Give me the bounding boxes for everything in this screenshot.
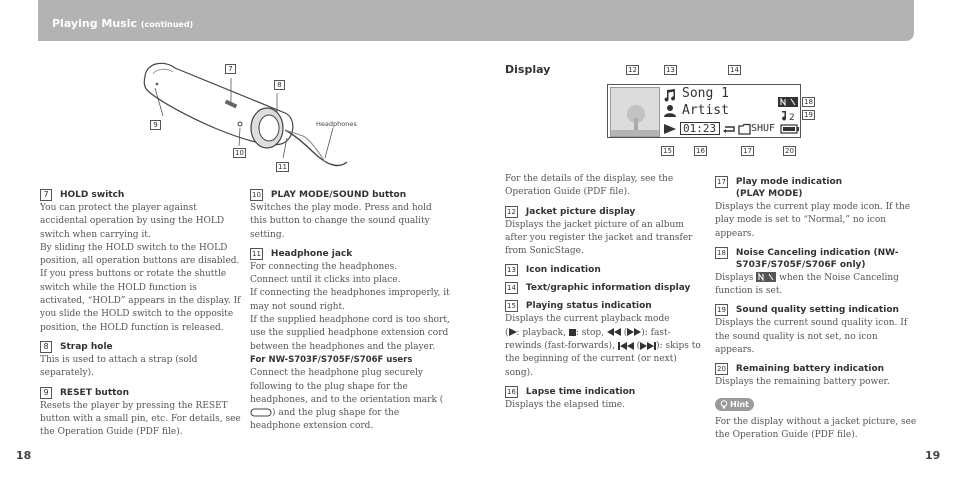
item-number: 11 — [252, 249, 261, 258]
repeat-mode-icon — [722, 123, 738, 135]
noise-canceling-inline-icon — [756, 272, 776, 282]
folder-icon — [738, 123, 751, 135]
item-remaining-battery: 20 Remaining battery indication Displays the remaining battery power. — [715, 364, 890, 388]
item-reset-button: 9 RESET button Resets the player by pressing the RESET button with a small pin, etc. For details, see the Operation Guide (PDF file). — [40, 387, 241, 438]
rewind-icon — [607, 328, 621, 336]
item-number: 10 — [252, 191, 261, 199]
item-number: 7 — [40, 189, 52, 201]
item-number: 18 — [717, 248, 726, 257]
item-strap-hole: 8 Strap hole This is used to attach a strap (sold separately). — [40, 341, 198, 379]
illus-callout-8: 8 — [274, 80, 285, 90]
item-number: 12 — [507, 207, 516, 216]
display-heading: Display — [505, 63, 551, 76]
jacket-picture-image — [611, 88, 660, 137]
lcd-callout-12: 12 — [628, 66, 637, 74]
hint-badge: Hint — [715, 398, 754, 411]
lcd-callout-20: 20 — [785, 147, 794, 155]
artist-icon — [663, 104, 677, 118]
sound-quality-icon — [780, 110, 798, 121]
music-note-icon — [663, 88, 677, 102]
item-text-graphic — [505, 282, 705, 294]
lcd-callout-15: 15 — [663, 147, 672, 155]
left-column — [40, 189, 242, 439]
header-bar — [38, 0, 914, 41]
item-play-mode-button: 10 PLAY MODE/SOUND button Switches the play mode. Press and hold this button to change the sound quality setting. — [250, 190, 432, 240]
headphones-label: Headphones — [316, 120, 357, 128]
item-jacket-picture: 12 Jacket picture display Displays the jacket picture of an album after you register the jacket and transfer from SonicStage. — [505, 206, 693, 257]
item-title: Noise Canceling indication (NW-S703F/S705F/S706F only) — [735, 247, 899, 270]
display-intro: For the details of the display, see the Operation Guide (PDF file). — [505, 174, 674, 198]
item-title: Lapse time indication — [525, 386, 636, 397]
orientation-mark-icon — [250, 408, 272, 417]
item-number: 9 — [40, 387, 52, 399]
lightbulb-icon — [720, 400, 728, 409]
item-title: Remaining battery indication — [735, 364, 885, 375]
player-illustration — [135, 58, 365, 178]
item-icon-indication — [505, 264, 705, 276]
item-number: 14 — [507, 284, 516, 293]
item-title: PLAY MODE/SOUND button — [270, 190, 407, 200]
item-title: RESET button — [60, 387, 130, 398]
item-lapse-time: 16 Lapse time indication Displays the elapsed time. — [505, 386, 636, 410]
section-title: Playing Music (continued) — [52, 17, 194, 30]
lapse-time: 01:23 — [683, 122, 717, 135]
item-title: HOLD switch — [60, 190, 125, 200]
skip-back-icon — [618, 342, 634, 350]
battery-icon — [780, 124, 800, 134]
item-number: 16 — [507, 387, 516, 396]
item-number: 17 — [717, 178, 726, 186]
item-number: 8 — [40, 341, 52, 353]
play-icon — [509, 328, 517, 336]
shuffle-indicator: SHUF — [751, 123, 776, 134]
item-hold-switch: 7 HOLD switch You can protect the player against accidental operation by using the HOLD switch when carrying it. By sliding the HOLD switch to the HOLD position, all operation buttons are disabled. If you press buttons or rotate the shuttle switch while the HOLD function is activated, “HOLD” appears in the display. If you slide the HOLD switch to the opposite position, the HOLD function is released. — [40, 190, 241, 333]
illus-callout-7: 7 — [225, 64, 236, 74]
right-column — [715, 176, 917, 443]
item-play-mode-indication: 17 Play mode indication (PLAY MODE) Displays the current play mode icon. If the play mode is set to “Normal,” no icon appears. — [715, 177, 911, 239]
item-title: Sound quality setting indication — [735, 305, 899, 316]
stop-icon — [569, 329, 576, 336]
item-title: Play mode indication (PLAY MODE) — [735, 177, 843, 199]
item-number: 19 — [717, 306, 726, 315]
item-title: Playing status indication — [525, 301, 652, 312]
item-title: Text/graphic information display — [525, 283, 691, 294]
item-title: Headphone jack — [270, 248, 353, 259]
lcd-callout-14: 14 — [730, 66, 739, 74]
illus-callout-10: 10 — [235, 149, 244, 157]
lcd-display — [607, 84, 801, 138]
skip-forward-icon — [640, 342, 656, 350]
lcd-callout-18: 18 — [804, 98, 813, 106]
svg-text:2: 2 — [789, 113, 795, 121]
play-status-icon — [662, 123, 678, 135]
item-number: 13 — [507, 266, 516, 275]
item-headphone-jack: 11 Headphone jack For connecting the headphones. Connect until it clicks into place. If connecting the headphones improperly, it may not sound right. If the supplied headphone cord is too short, use the supplied headphone extension cord between the headphones and the player. For NW-S703F/S705F/S706F users Connect the headphone plug securely following to the plug shape for the headphones, and to the orientation mark () and the plug shape for the headphone extension cord. — [250, 248, 450, 432]
hint-box: Hint For the display without a jacket picture, see the Operation Guide (PDF file). — [715, 399, 917, 441]
noise-canceling-icon — [778, 97, 798, 107]
artist-name: Artist — [682, 103, 729, 118]
item-number: 20 — [717, 365, 726, 374]
middle-column — [250, 189, 450, 434]
right-middle-column — [505, 173, 705, 412]
item-sound-quality: 19 Sound quality setting indication Displays the current sound quality icon. If the sound quality is not set, no icon appears. — [715, 305, 908, 356]
lcd-callout-16: 16 — [696, 147, 705, 155]
page-number-right: 19 — [925, 449, 941, 462]
page-number-left: 18 — [16, 449, 32, 462]
item-title: Jacket picture display — [525, 206, 636, 217]
item-playing-status: 15 Playing status indication Displays the current playback mode ( : playback, : stop, ( ): fast-rewinds (fast-forwards), ( ): skips to the beginning of the current (or next) song). — [505, 301, 701, 378]
item-noise-canceling: 18 Noise Canceling indication (NW-S703F/S705F/S706F only) Displays when the Noise Canceling function is set. — [715, 247, 917, 299]
fast-forward-icon — [627, 328, 641, 336]
item-number: 15 — [507, 302, 516, 311]
item-title: Icon indication — [525, 265, 601, 276]
lcd-callout-19: 19 — [804, 111, 813, 119]
item-title: Strap hole — [60, 341, 113, 352]
lcd-callout-17: 17 — [743, 147, 752, 155]
illus-callout-9: 9 — [150, 120, 161, 130]
jacket-picture — [610, 87, 660, 137]
song-title: Song 1 — [682, 86, 729, 101]
lcd-callout-13: 13 — [666, 66, 675, 74]
model-note: For NW-S703F/S705F/S706F users — [250, 354, 413, 365]
illus-callout-11: 11 — [278, 163, 287, 171]
